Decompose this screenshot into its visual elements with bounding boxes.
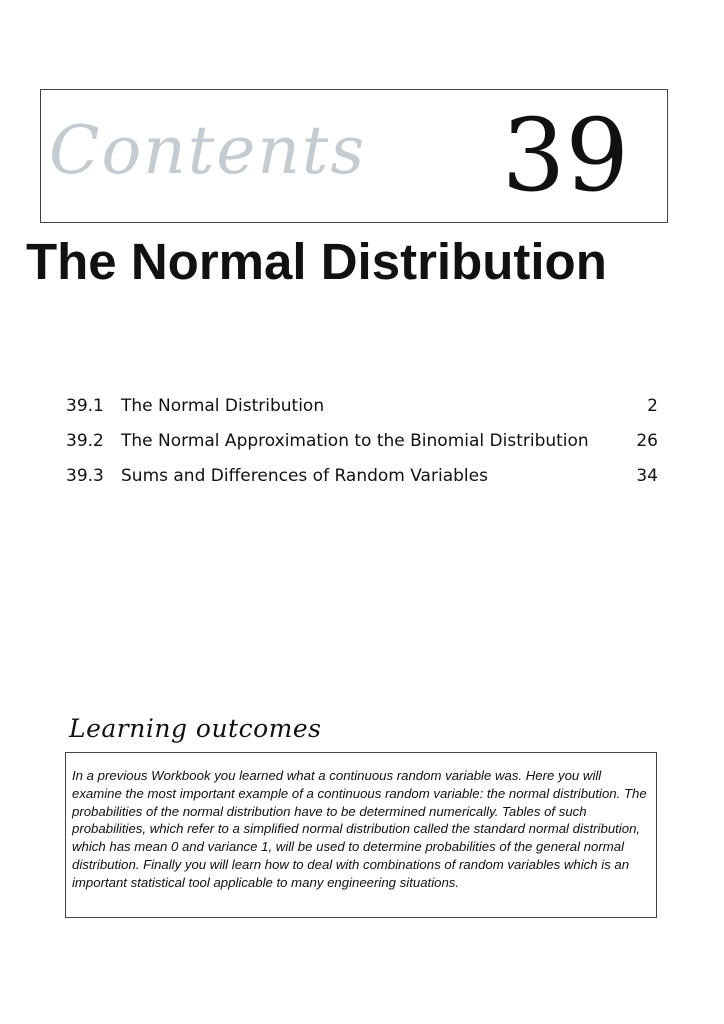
- toc-entry-title: The Normal Approximation to the Binomial Distribution: [121, 430, 589, 451]
- toc-entry-page: 34: [636, 465, 658, 486]
- toc-entry-title: The Normal Distribution: [121, 395, 325, 416]
- toc-entry-title: Sums and Differences of Random Variables: [121, 465, 488, 486]
- toc-entry-number: 39.3: [66, 465, 104, 486]
- toc-entry[interactable]: [66, 388, 658, 423]
- toc-entry[interactable]: [66, 458, 658, 493]
- learning-outcomes-heading: Learning outcomes: [69, 714, 322, 743]
- toc-entry[interactable]: [66, 423, 658, 458]
- toc-entry-number: 39.2: [66, 430, 104, 451]
- table-of-contents: [66, 388, 658, 493]
- contents-header-box: [40, 89, 668, 223]
- toc-entry-page: 26: [636, 430, 658, 451]
- document-title: The Normal Distribution: [26, 233, 607, 290]
- chapter-number: 39: [501, 97, 629, 214]
- toc-entry-number: 39.1: [66, 395, 104, 416]
- learning-outcomes-text: In a previous Workbook you learned what a continuous random variable was. Here you will examine the most important example of a continuous random variable: the normal distribution. The probabilities of the normal distribution have to be determined numerically. Tables of such probabilities, which refer to a simplified normal distribution called the standard normal distribution, which has mean 0 and variance 1, will be used to determine probabilities of the general normal distribution. Finally you will learn how to deal with combinations of random variables which is an important statistical tool applicable to many engineering situations.: [72, 768, 647, 890]
- toc-entry-page: 2: [647, 395, 658, 416]
- contents-label: Contents: [49, 112, 367, 189]
- learning-outcomes-box: [65, 752, 657, 918]
